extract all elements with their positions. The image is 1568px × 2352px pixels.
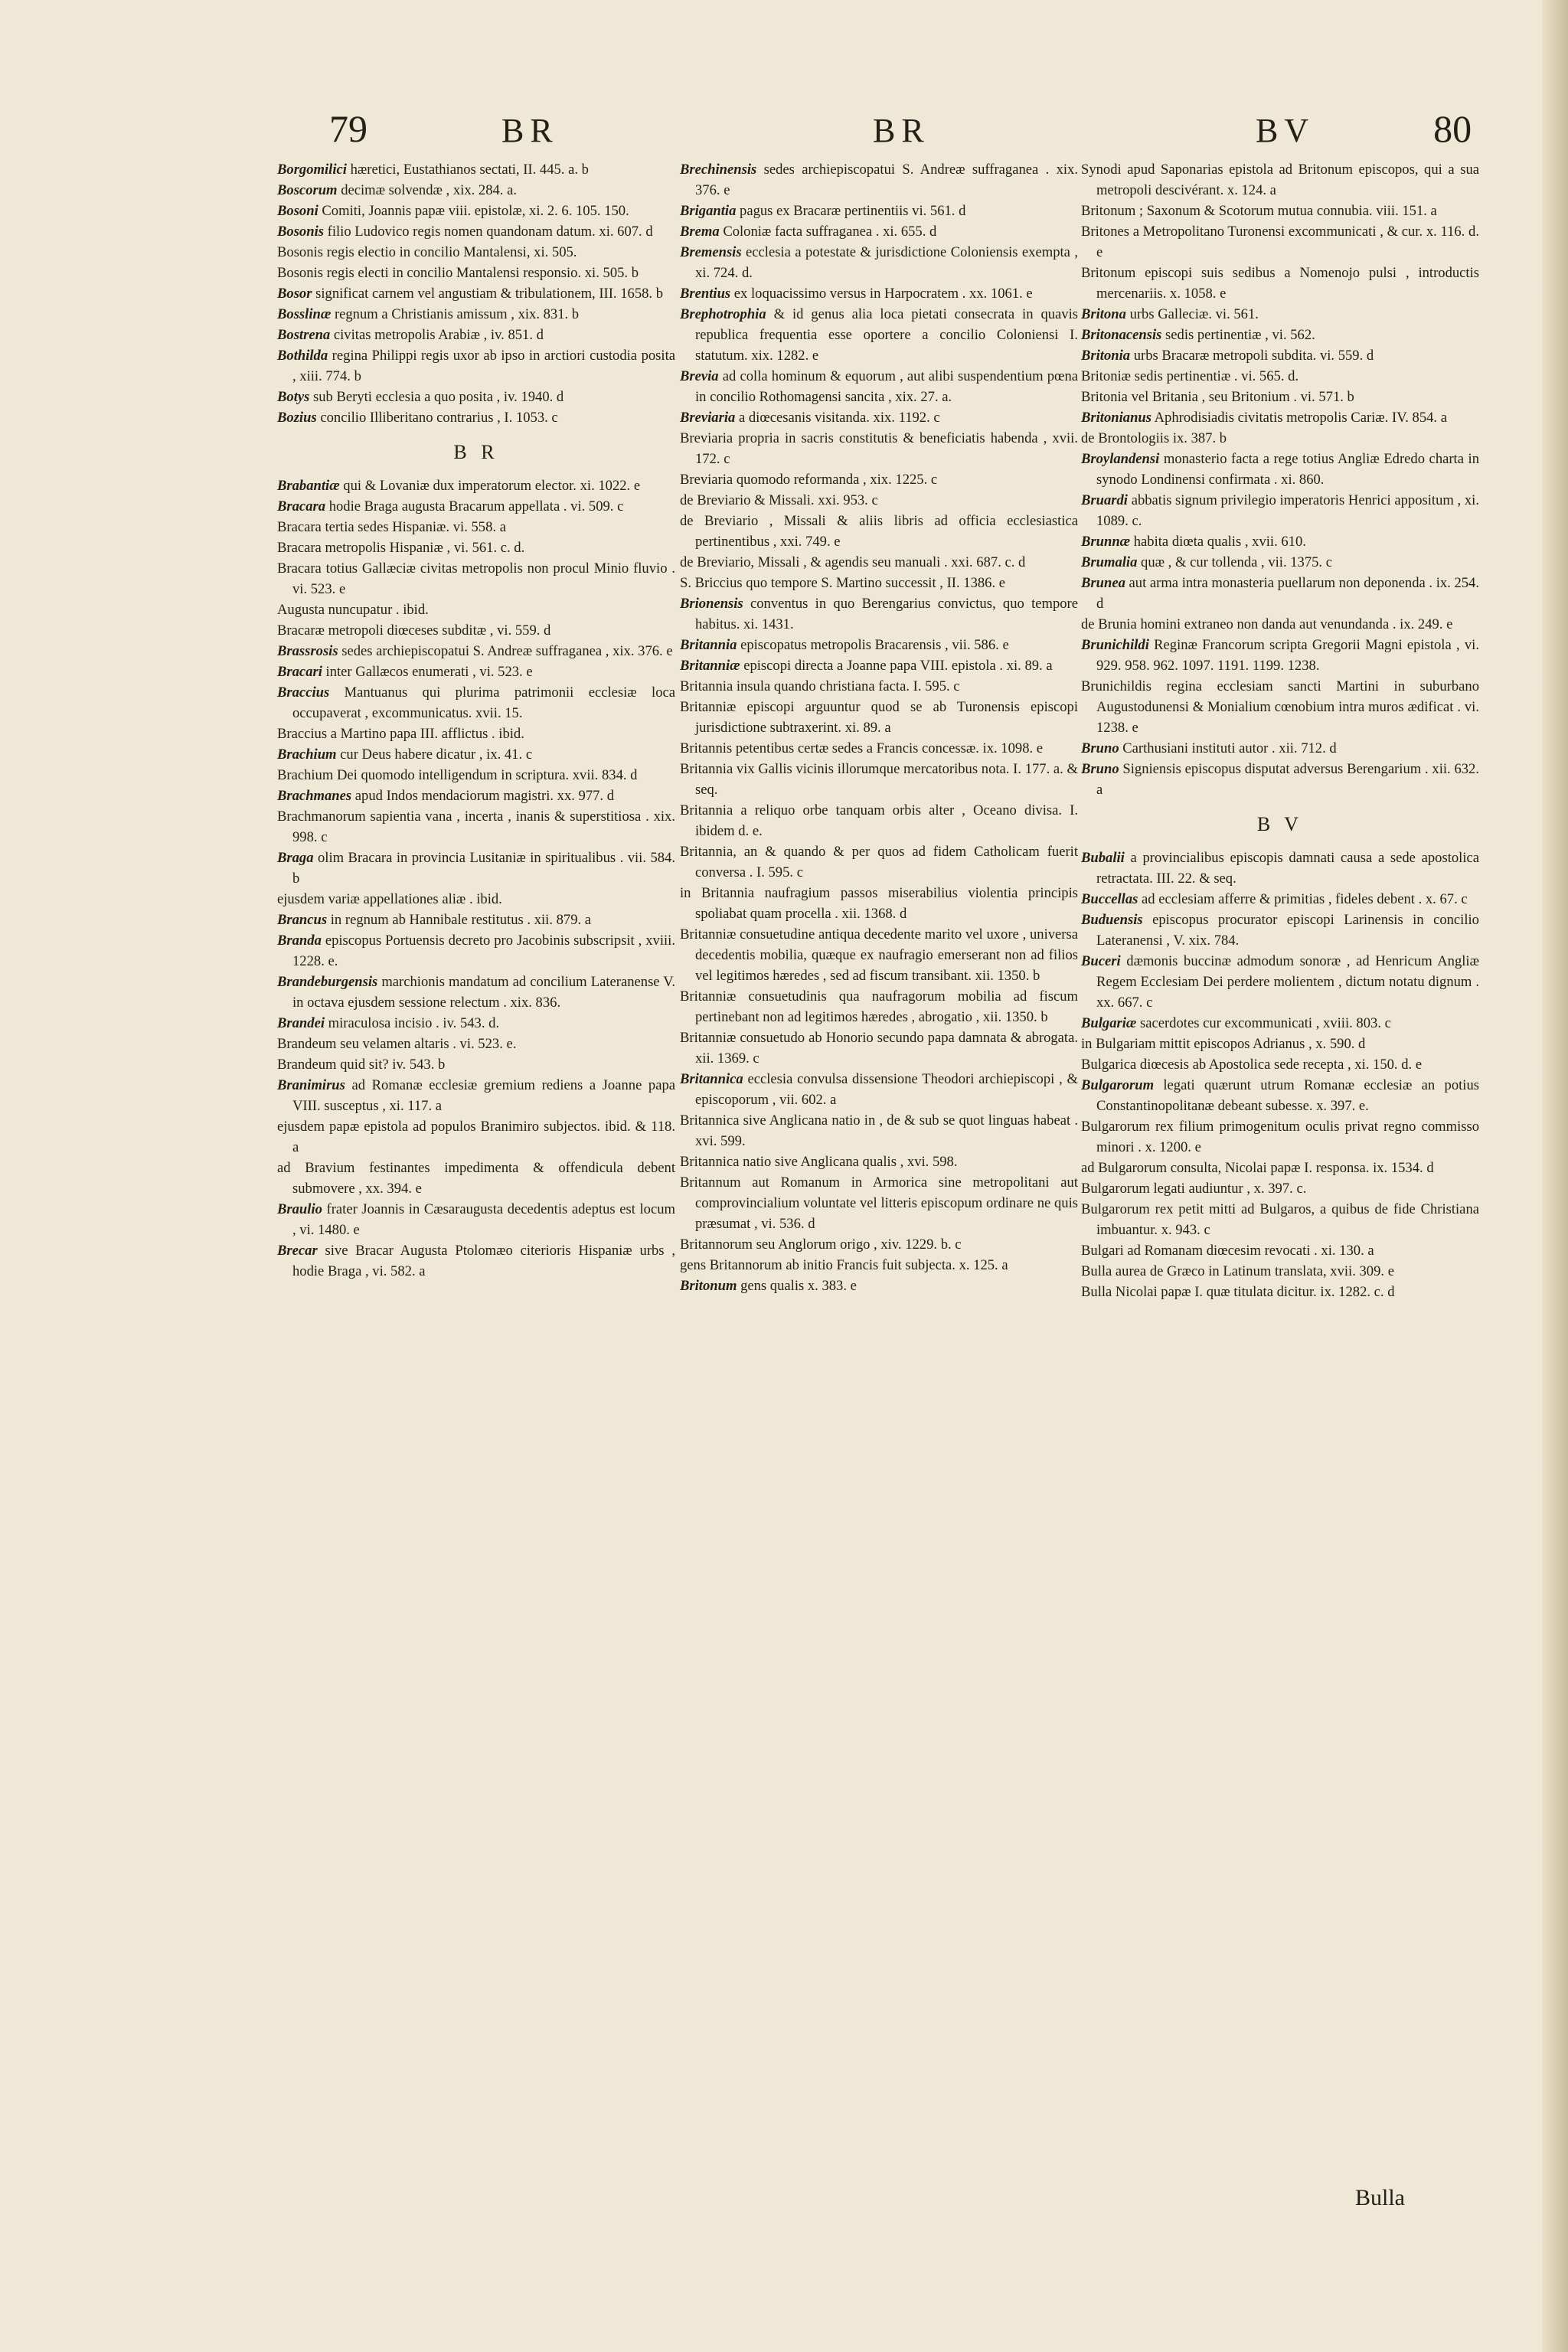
entry-text: Britonia vel Britania , seu Britonium . vi. 571. b [1081, 389, 1354, 405]
index-entry [680, 759, 1078, 800]
index-entry [680, 1255, 1078, 1276]
right-header [1256, 106, 1472, 154]
entry-headword: Brephotrophia [680, 306, 766, 322]
entry-headword: Broylandensi [1081, 451, 1160, 467]
left-header-letters: BR [501, 112, 559, 149]
entry-text: Aphrodisiadis civitatis metropolis Cariæ. IV. 854. a [1154, 410, 1447, 426]
entry-text: Britanniæ consuetudinis qua naufragorum mobilia ad fiscum pertinebant non ad legitimos hæredes , abrogatio , xii. 1350. b [680, 988, 1078, 1025]
index-entry [277, 744, 675, 765]
entry-text: ecclesia a potestate & jurisdictione Coloniensis exempta , xi. 724. d. [695, 244, 1078, 281]
entry-headword: Brabantiæ [277, 478, 340, 494]
entry-text: hæretici, Eustathianos sectati, II. 445. a. b [350, 162, 589, 178]
entry-text: episcopatus metropolis Bracarensis , vii. 586. e [740, 637, 1009, 653]
entry-text: quæ , & cur tollenda , vii. 1375. c [1141, 554, 1332, 570]
left-header [329, 106, 559, 154]
index-entry [277, 972, 675, 1013]
entry-text: olim Bracara in provincia Lusitaniæ in spiritualibus . vii. 584. b [292, 850, 675, 887]
entry-text: Bosonis regis electi in concilio Mantalensi responsio. xi. 505. b [277, 265, 639, 281]
entry-headword: Braccius [277, 684, 330, 701]
entry-text: conventus in quo Berengarius convictus, quo tempore habitus. xi. 1431. [695, 596, 1078, 632]
index-entry [277, 1054, 675, 1075]
index-entry [680, 201, 1078, 221]
section-heading: B V [1256, 813, 1304, 835]
entry-headword: Bracara [277, 498, 326, 514]
index-entry [680, 490, 1078, 511]
entry-text: de Breviario , Missali & aliis libris ad officia ecclesiastica pertinentibus , xxi. 749. e [680, 513, 1078, 550]
entry-text: regina Philippi regis uxor ab ipso in arctiori custodia posita , xiii. 774. b [292, 348, 675, 384]
index-entry [680, 593, 1078, 635]
entry-text: & id genus alia loca pietati consecrata in quavis republica frequentia esse oportere a concilio Coloniensi I. statutum. xix. 1282. e [695, 306, 1078, 364]
index-entry [1081, 1261, 1479, 1282]
entry-headword: Brandeburgensis [277, 974, 378, 990]
entry-headword: Brunea [1081, 575, 1125, 591]
entry-text: in regnum ab Hannibale restitutus . xii. 879. a [330, 912, 592, 928]
entry-headword: Britonum [680, 1278, 737, 1294]
index-entry [1081, 325, 1479, 345]
index-entry [277, 496, 675, 517]
entry-text: filio Ludovico regis nomen quandonam datum. xi. 607. d [327, 224, 653, 240]
index-entry [680, 511, 1078, 552]
index-entry [277, 407, 675, 428]
index-entry [680, 800, 1078, 841]
index-entry [277, 1158, 675, 1199]
index-entry [680, 676, 1078, 697]
entry-text: marchionis mandatum ad concilium Lateranense V. in octava ejusdem sessione relectum . xix. 836. [292, 974, 675, 1011]
entry-headword: Brema [680, 224, 720, 240]
index-entry [680, 738, 1078, 759]
index-entry [680, 159, 1078, 201]
index-entry [277, 599, 675, 620]
entry-text: monasterio facta a rege totius Angliæ Edredo charta in synodo Londinensi confirmata . xi. 860. [1096, 451, 1480, 488]
entry-headword: Bremensis [680, 244, 742, 260]
index-entry [1081, 449, 1479, 490]
entry-text: episcopus Portuensis decreto pro Jacobinis subscripsit , xviii. 1228. e. [292, 933, 675, 969]
entry-headword: Buccellas [1081, 891, 1138, 907]
index-entry [277, 682, 675, 724]
index-entry [1081, 635, 1479, 676]
index-entry [1081, 1116, 1479, 1158]
index-entry [1081, 1158, 1479, 1178]
entry-text: apud Indos mendaciorum magistri. xx. 977. d [354, 788, 615, 804]
entry-text: a diœcesanis visitanda. xix. 1192. c [738, 410, 940, 426]
entry-text: ad Bulgarorum consulta, Nicolai papæ I. responsa. ix. 1534. d [1081, 1160, 1434, 1176]
index-entry [277, 1013, 675, 1034]
index-entry [1081, 1034, 1479, 1054]
entry-headword: Buceri [1081, 953, 1121, 969]
index-entry [1081, 221, 1479, 263]
index-entry [277, 641, 675, 662]
entry-text: ad Bravium festinantes impedimenta & offendicula debent submovere , xx. 394. e [277, 1160, 675, 1197]
center-header [873, 106, 930, 154]
index-entry [1081, 263, 1479, 304]
index-entry [680, 573, 1078, 593]
entry-text: Britannia insula quando christiana facta. I. 595. c [680, 678, 960, 694]
entry-text: S. Briccius quo tempore S. Martino successit , II. 1386. e [680, 575, 1006, 591]
entry-text: Bulgarorum rex petit mitti ad Bulgaros, a quibus de fide Christiana imbuantur. x. 943. c [1081, 1201, 1479, 1238]
index-entry [680, 655, 1078, 676]
index-entry [1081, 1240, 1479, 1261]
index-entry [277, 242, 675, 263]
entry-headword: Britannica [680, 1071, 743, 1087]
index-entry [277, 1240, 675, 1282]
entry-text: Britannum aut Romanum in Armorica sine metropolitani aut comprovincialium voluntate vel litteris episcopum ordinare ne quis præsumat , vi. 536. d [680, 1174, 1078, 1232]
entry-headword: Brachmanes [277, 788, 352, 804]
entry-headword: Breviaria [680, 410, 736, 426]
right-header-letters: BV [1256, 112, 1315, 149]
index-entry [1081, 1054, 1479, 1075]
entry-text: Brachmanorum sapientia vana , incerta , inanis & superstitiosa . xix. 998. c [277, 808, 675, 845]
entry-text: sedes archiepiscopatui S. Andreæ suffraganea , xix. 376. e [341, 643, 673, 659]
entry-headword: Britannia [680, 637, 737, 653]
entry-text: Britannica sive Anglicana natio in , de & sub se quot linguas habeat . xvi. 599. [680, 1112, 1078, 1149]
entry-text: gens qualis x. 383. e [740, 1278, 857, 1294]
entry-text: dæmonis buccinæ admodum sonoræ , ad Henricum Angliæ Regem Ecclesiam Dei perdere molientem , dictum notatu dignum . xx. 667. c [1096, 953, 1479, 1011]
index-entry [1081, 366, 1479, 387]
entry-text: Britonum episcopi suis sedibus a Nomenojo pulsi , introductis mercenariis. x. 1058. e [1081, 265, 1479, 302]
index-entry [680, 841, 1078, 883]
entry-headword: Britonianus [1081, 410, 1152, 426]
center-header-letters: BR [873, 112, 930, 149]
index-entry [680, 428, 1078, 469]
entry-headword: Britanniæ [680, 658, 740, 674]
index-entry [1081, 848, 1479, 889]
index-entry [277, 662, 675, 682]
index-entry [1081, 552, 1479, 573]
index-entry [277, 1116, 675, 1158]
entry-text: Brandeum quid sit? iv. 543. b [277, 1057, 446, 1073]
entry-headword: Brentius [680, 286, 731, 302]
entry-headword: Brevia [680, 368, 719, 384]
index-entry [680, 242, 1078, 283]
entry-text: urbs Galleciæ. vi. 561. [1129, 306, 1259, 322]
entry-headword: Brechinensis [680, 162, 757, 178]
entry-text: ejusdem papæ epistola ad populos Branimiro subjectos. ibid. & 118. a [277, 1119, 675, 1155]
entry-text: inter Gallæcos enumerati , vi. 523. e [325, 664, 533, 680]
index-entry [277, 1075, 675, 1116]
entry-headword: Brachium [277, 746, 337, 763]
entry-headword: Bruno [1081, 761, 1119, 777]
index-column-1 [277, 159, 675, 1282]
entry-headword: Bulgarorum [1081, 1077, 1155, 1093]
entry-text: cur Deus habere dicatur , ix. 41. c [340, 746, 533, 763]
entry-text: miraculosa incisio . iv. 543. d. [328, 1015, 500, 1031]
entry-text: sedis pertinentiæ , vi. 562. [1165, 327, 1315, 343]
index-entry [277, 475, 675, 496]
entry-text: Britannia a reliquo orbe tanquam orbis alter , Oceano divisa. I. ibidem d. e. [680, 802, 1078, 839]
entry-text: Britanniæ consuetudo ab Honorio secundo papa damnata & abrogata. xii. 1369. c [680, 1030, 1078, 1067]
entry-text: de Breviario & Missali. xxi. 953. c [680, 492, 878, 508]
index-entry [1081, 676, 1479, 738]
index-entry [1081, 531, 1479, 552]
entry-text: Coloniæ facta suffraganea . xi. 655. d [723, 224, 937, 240]
index-entry [680, 635, 1078, 655]
entry-headword: Botys [277, 389, 310, 405]
entry-headword: Britona [1081, 306, 1126, 322]
entry-text: de Brontologiis ix. 387. b [1081, 430, 1227, 446]
entry-text: Bracara metropolis Hispaniæ , vi. 561. c. d. [277, 540, 525, 556]
entry-headword: Bosonis [277, 224, 324, 240]
entry-text: Bulla aurea de Græco in Latinum translata, xvii. 309. e [1081, 1263, 1394, 1279]
index-entry [277, 620, 675, 641]
index-entry [277, 304, 675, 325]
index-entry [1081, 387, 1479, 407]
entry-text: ad Romanæ ecclesiæ gremium rediens a Joanne papa VIII. susceptus , xi. 117. a [292, 1077, 675, 1114]
left-page-number: 79 [329, 107, 368, 150]
entry-text: sub Beryti ecclesia a quo posita , iv. 1940. d [313, 389, 564, 405]
index-entry [1081, 1013, 1479, 1034]
entry-headword: Bubalii [1081, 850, 1125, 866]
index-entry [1081, 304, 1479, 325]
entry-text: Britonum ; Saxonum & Scotorum mutua connubia. viii. 151. a [1081, 203, 1437, 219]
entry-text: in Britannia naufragium passos miserabilius violentia principis spoliabat quam procella . xii. 1368. d [680, 885, 1078, 922]
index-entry [1081, 889, 1479, 910]
entry-text: Brunichildis regina ecclesiam sancti Martini in suburbano Augustodunensi & Monialium cœnobium intra muros ædificat . vi. 1238. e [1081, 678, 1479, 736]
index-entry [1081, 201, 1479, 221]
entry-headword: Brionensis [680, 596, 743, 612]
entry-text: habita diœta qualis , xvii. 610. [1133, 534, 1306, 550]
index-entry [277, 221, 675, 242]
entry-text: decimæ solvendæ , xix. 284. a. [341, 182, 518, 198]
entry-headword: Bruno [1081, 740, 1119, 756]
entry-text: Britannis petentibus certæ sedes a Francis concessæ. ix. 1098. e [680, 740, 1044, 756]
index-entry [277, 848, 675, 889]
entry-text: Britoniæ sedis pertinentiæ . vi. 565. d. [1081, 368, 1299, 384]
entry-text: sive Bracar Augusta Ptolomæo citerioris Hispaniæ urbs , hodie Braga , vi. 582. a [292, 1243, 675, 1279]
index-entry [680, 407, 1078, 428]
index-entry [277, 889, 675, 910]
entry-headword: Braga [277, 850, 314, 866]
right-page-number: 80 [1433, 107, 1472, 150]
index-entry [277, 325, 675, 345]
entry-text: Braccius a Martino papa III. afflictus . ibid. [277, 726, 524, 742]
entry-headword: Branimirus [277, 1077, 345, 1093]
index-entry [680, 1110, 1078, 1152]
index-column-2 [680, 159, 1078, 1296]
entry-text: Britannia, an & quando & per quos ad fidem Catholicam fuerit conversa . I. 595. c [680, 844, 1078, 880]
entry-text: episcopi directa a Joanne papa VIII. epistola . xi. 89. a [743, 658, 1053, 674]
index-entry [277, 537, 675, 558]
entry-headword: Bostrena [277, 327, 331, 343]
index-entry [277, 724, 675, 744]
entry-text: Mantuanus qui plurima patrimonii ecclesiæ loca occupaverat , excommunicatus. xvii. 15. [292, 684, 676, 721]
index-entry [1081, 159, 1479, 201]
entry-headword: Bosor [277, 286, 312, 302]
index-entry [1081, 1282, 1479, 1302]
index-entry [1081, 1199, 1479, 1240]
entry-text: regnum a Christianis amissum , xix. 831. b [334, 306, 580, 322]
index-entry [1081, 759, 1479, 800]
index-entry [1081, 345, 1479, 366]
index-entry [277, 263, 675, 283]
index-entry [680, 469, 1078, 490]
index-entry [680, 1276, 1078, 1296]
index-entry [277, 345, 675, 387]
index-entry [1081, 910, 1479, 951]
entry-headword: Brecar [277, 1243, 318, 1259]
running-header [306, 106, 1501, 159]
index-column-3 [1081, 159, 1479, 1302]
index-entry [277, 786, 675, 806]
entry-text: pagus ex Bracaræ pertinentiis vi. 561. d [740, 203, 966, 219]
index-entry [680, 1152, 1078, 1172]
entry-headword: Boscorum [277, 182, 338, 198]
index-entry [277, 1034, 675, 1054]
entry-text: de Brunia homini extraneo non danda aut venundanda . ix. 249. e [1081, 616, 1453, 632]
index-entry [277, 806, 675, 848]
index-entry [277, 558, 675, 599]
entry-text: ex loquacissimo versus in Harpocratem . xx. 1061. e [733, 286, 1033, 302]
index-entry [680, 924, 1078, 986]
entry-text: de Breviario, Missali , & agendis seu manuali . xxi. 687. c. d [680, 554, 1026, 570]
index-entry [277, 387, 675, 407]
index-entry [1081, 614, 1479, 635]
entry-headword: Brunichildi [1081, 637, 1149, 653]
index-entry [277, 201, 675, 221]
entry-text: concilio Illiberitano contrarius , I. 1053. c [320, 410, 558, 426]
entry-headword: Bozius [277, 410, 317, 426]
entry-text: Breviaria propria in sacris constitutis & beneficiatis habenda , xvii. 172. c [680, 430, 1078, 467]
index-entry [277, 159, 675, 180]
entry-text: Brandeum seu velamen altaris . vi. 523. e. [277, 1036, 517, 1052]
entry-text: Brachium Dei quomodo intelligendum in scriptura. xvii. 834. d [277, 767, 638, 783]
index-entry [1081, 573, 1479, 614]
entry-text: significat carnem vel angustiam & tribulationem, III. 1658. b [315, 286, 664, 302]
entry-text: Bracara tertia sedes Hispaniæ. vi. 558. a [277, 519, 506, 535]
entry-text: Reginæ Francorum scripta Gregorii Magni epistola , vi. 929. 958. 962. 1097. 1191. 1199. 1238. [1096, 637, 1479, 674]
entry-headword: Brumalia [1081, 554, 1138, 570]
entry-text: Britannorum seu Anglorum origo , xiv. 1229. b. c [680, 1236, 962, 1253]
entry-headword: Borgomilici [277, 162, 347, 178]
entry-headword: Brancus [277, 912, 328, 928]
entry-text: Bulgari ad Romanam diœcesim revocati . xi. 130. a [1081, 1243, 1374, 1259]
entry-headword: Braulio [277, 1201, 322, 1217]
index-entry [1081, 1075, 1479, 1116]
entry-headword: Bulgariæ [1081, 1015, 1137, 1031]
entry-headword: Bruardi [1081, 492, 1128, 508]
entry-text: in Bulgariam mittit episcopos Adrianus , x. 590. d [1081, 1036, 1366, 1052]
entry-text: ad colla hominum & equorum , aut alibi suspendentium pœna in concilio Rothomagensi sancita , xix. 27. a. [695, 368, 1078, 405]
entry-headword: Britonacensis [1081, 327, 1162, 343]
entry-text: ecclesia convulsa dissensione Theodori archiepiscopi , & episcoporum , vii. 602. a [695, 1071, 1079, 1108]
entry-text: civitas metropolis Arabiæ , iv. 851. d [333, 327, 544, 343]
section-heading: B R [453, 441, 499, 463]
entry-text: Bracara totius Gallæciæ civitas metropolis non procul Minio fluvio . vi. 523. e [277, 560, 675, 597]
index-entry [680, 366, 1078, 407]
index-entry [1081, 951, 1479, 1013]
entry-text: gens Britannorum ab initio Francis fuit subjecta. x. 125. a [680, 1257, 1008, 1273]
entry-text: sacerdotes cur excommunicati , xviii. 803. c [1140, 1015, 1391, 1031]
entry-text: Bulgarorum legati audiuntur , x. 397. c. [1081, 1181, 1307, 1197]
entry-headword: Bosoni [277, 203, 318, 219]
entry-text: Bracaræ metropoli diœceses subditæ , vi. 559. d [277, 622, 551, 639]
entry-text: Bulgarica diœcesis ab Apostolica sede recepta , xi. 150. d. e [1081, 1057, 1423, 1073]
entry-text: Britanniæ episcopi arguuntur quod se ab Turonensis episcopi jurisdictione subtraxerint. xi. 89. a [680, 699, 1078, 736]
index-entry [1081, 407, 1479, 428]
entry-text: ejusdem variæ appellationes aliæ . ibid. [277, 891, 502, 907]
index-entry [680, 1069, 1078, 1110]
entry-headword: Brandei [277, 1015, 325, 1031]
entry-text: Carthusiani instituti autor . xii. 712. d [1122, 740, 1337, 756]
entry-text: urbs Bracaræ metropoli subdita. vi. 559. d [1133, 348, 1374, 364]
entry-text: frater Joannis in Cæsaraugusta decedentis adeptus est locum , vi. 1480. e [292, 1201, 675, 1238]
entry-headword: Bothilda [277, 348, 328, 364]
index-entry [680, 1172, 1078, 1234]
entry-text: episcopus procurator episcopi Larinensis in concilio Lateranensi , V. xix. 784. [1096, 912, 1479, 949]
entry-text: Bosonis regis electio in concilio Mantalensi, xi. 505. [277, 244, 577, 260]
entry-text: abbatis signum privilegio imperatoris Henrici appositum , xi. 1089. c. [1096, 492, 1479, 529]
entry-text: a provincialibus episcopis damnati causa a sede apostolica retractata. III. 22. & seq. [1096, 850, 1479, 887]
index-entry [1081, 738, 1479, 759]
catchword: Bulla [1355, 2185, 1405, 2210]
index-entry [680, 697, 1078, 738]
index-entry [680, 221, 1078, 242]
index-entry [1081, 490, 1479, 531]
entry-text: hodie Braga augusta Bracarum appellata . vi. 509. c [328, 498, 624, 514]
index-entry [277, 283, 675, 304]
entry-headword: Brigantia [680, 203, 737, 219]
entry-text: Synodi apud Saponarias epistola ad Britonum episcopos, qui a sua metropoli descivérant. x. 124. a [1081, 162, 1479, 198]
entry-headword: Bosslinæ [277, 306, 332, 322]
entry-text: Breviaria quomodo reformanda , xix. 1225. c [680, 472, 938, 488]
index-entry [680, 1027, 1078, 1069]
entry-text: Britones a Metropolitano Turonensi excommunicati , & cur. x. 116. d. e [1081, 224, 1479, 260]
entry-headword: Branda [277, 933, 322, 949]
entry-text: ad ecclesiam afferre & primitias , fideles debent . x. 67. c [1142, 891, 1468, 907]
entry-text: Bulla Nicolai papæ I. quæ titulata dicitur. ix. 1282. c. d [1081, 1284, 1395, 1300]
index-entry [680, 304, 1078, 366]
entry-headword: Britonia [1081, 348, 1131, 364]
index-entry [1081, 428, 1479, 449]
entry-text: Britannia vix Gallis vicinis illorumque mercatoribus nota. I. 177. a. & seq. [680, 761, 1078, 798]
index-entry [277, 910, 675, 930]
entry-text: Augusta nuncupatur . ibid. [277, 602, 429, 618]
entry-headword: Bracari [277, 664, 322, 680]
index-entry [680, 552, 1078, 573]
index-entry [277, 1199, 675, 1240]
entry-text: legati quærunt utrum Romanæ ecclesiæ an potius Constantinopolitanæ debeant subesse. x. 397. e. [1096, 1077, 1479, 1114]
entry-text: sedes archiepiscopatui S. Andreæ suffraganea . xix. 376. e [695, 162, 1078, 198]
index-entry [277, 517, 675, 537]
index-entry [680, 1234, 1078, 1255]
index-entry [277, 180, 675, 201]
page-edge [1542, 0, 1568, 2352]
index-entry [1081, 1178, 1479, 1199]
entry-text: aut arma intra monasteria puellarum non deponenda . ix. 254. d [1096, 575, 1480, 612]
entry-headword: Brassrosis [277, 643, 338, 659]
entry-text: qui & Lovaniæ dux imperatorum elector. xi. 1022. e [343, 478, 641, 494]
entry-headword: Buduensis [1081, 912, 1143, 928]
index-entry [277, 930, 675, 972]
entry-text: Signiensis episcopus disputat adversus Berengarium . xii. 632. a [1096, 761, 1479, 798]
entry-headword: Brunnæ [1081, 534, 1131, 550]
entry-text: Britanniæ consuetudine antiqua decedente marito vel uxore , universa decedentis mobilia, quæque ex naufragio emerserant non ad filios vel legitimos hæredes , sed ad fiscum transibant. xii. 1350. b [680, 926, 1078, 984]
entry-text: Bulgarorum rex filium primogenitum oculis privat regno commisso minori . x. 1200. e [1081, 1119, 1479, 1155]
index-entry [277, 765, 675, 786]
entry-text: Comiti, Joannis papæ viii. epistolæ, xi. 2. 6. 105. 150. [322, 203, 629, 219]
index-entry [680, 283, 1078, 304]
entry-text: Britannica natio sive Anglicana qualis , xvi. 598. [680, 1154, 958, 1170]
index-entry [680, 883, 1078, 924]
index-entry [680, 986, 1078, 1027]
